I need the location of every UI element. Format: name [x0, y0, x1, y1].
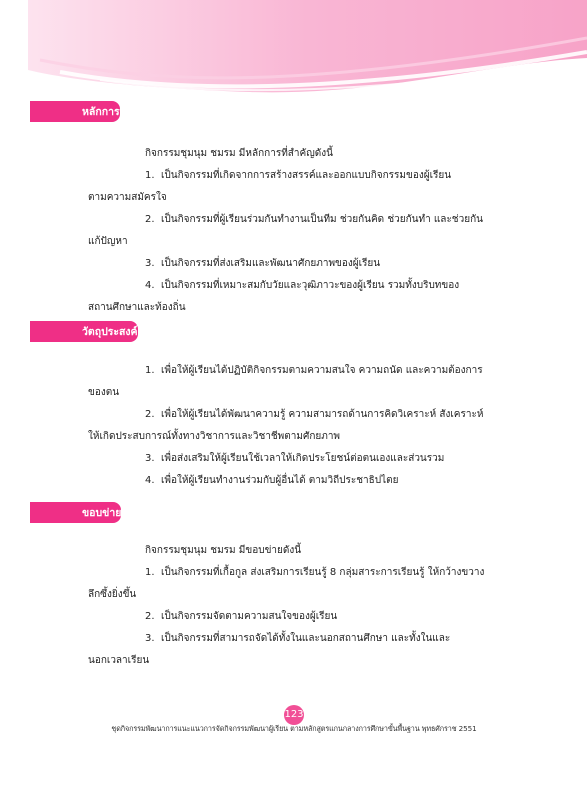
section-heading-scope	[30, 502, 121, 523]
list-item-continuation: ให้เกิดประสบการณ์ทั้งทางวิชาการและวิชาชีพตามศักยภาพ	[88, 431, 341, 442]
section-heading-label: วัตถุประสงค์	[82, 326, 138, 338]
list-item-continuation: ตามความสมัครใจ	[88, 192, 167, 203]
list-item: 1. เป็นกิจกรรมที่เกื้อกูล ส่งเสริมการเรียนรู้ 8 กลุ่มสาระการเรียนรู้ ให้กว้างขวาง	[145, 567, 485, 578]
list-item: 1. เพื่อให้ผู้เรียนได้ปฏิบัติกิจกรรมตามความสนใจ ความถนัด และความต้องการ	[145, 365, 483, 376]
list-item: 3. เพื่อส่งเสริมให้ผู้เรียนใช้เวลาให้เกิดประโยชน์ต่อตนเองและส่วนรวม	[145, 453, 445, 464]
list-item: 3. เป็นกิจกรรมที่ส่งเสริมและพัฒนาศักยภาพของผู้เรียน	[145, 258, 381, 269]
list-item: 2. เป็นกิจกรรมที่ผู้เรียนร่วมกันทำงานเป็นทีม ช่วยกันคิด ช่วยกันทำ และช่วยกัน	[145, 214, 483, 225]
list-item: 2. เป็นกิจกรรมจัดตามความสนใจของผู้เรียน	[145, 611, 338, 622]
list-item-continuation: ลึกซึ้งยิ่งขึ้น	[88, 589, 137, 600]
list-item: 1. เป็นกิจกรรมที่เกิดจากการสร้างสรรค์และออกแบบกิจกรรมของผู้เรียน	[145, 170, 452, 181]
list-item-continuation: แก้ปัญหา	[88, 236, 128, 247]
scope-content	[88, 540, 500, 672]
list-item-continuation: นอกเวลาเรียน	[88, 655, 150, 666]
principles-content	[88, 143, 500, 319]
list-item-continuation: สถานศึกษาและท้องถิ่น	[88, 302, 186, 313]
list-item: 2. เพื่อให้ผู้เรียนได้พัฒนาความรู้ ความสามารถด้านการคิดวิเคราะห์ สังเคราะห์	[145, 409, 484, 420]
list-item: 3. เป็นกิจกรรมที่สามารถจัดได้ทั้งในและนอกสถานศึกษา และทั้งในและ	[145, 633, 451, 644]
list-item: 4. เพื่อให้ผู้เรียนทำงานร่วมกับผู้อื่นได้ ตามวิถีประชาธิปไตย	[145, 475, 399, 486]
section-heading-objectives	[30, 321, 138, 342]
scope-intro: กิจกรรมชุมนุม ชมรม มีขอบข่ายดังนี้	[145, 545, 302, 556]
footer-title: ชุดกิจกรรมพัฒนาการแนะแนวการจัดกิจกรรมพัฒนาผู้เรียน ตามหลักสูตรแกนกลางการศึกษาขั้นพื้นฐาน พุทธศักราช 2551	[111, 724, 477, 733]
objectives-content	[88, 360, 500, 492]
list-item: 4. เป็นกิจกรรมที่เหมาะสมกับวัยและวุฒิภาวะของผู้เรียน รวมทั้งบริบทของ	[145, 280, 460, 291]
principles-intro: กิจกรรมชุมนุม ชมรม มีหลักการที่สำคัญดังนี้	[145, 148, 333, 159]
section-heading-label: ขอบข่าย	[82, 507, 122, 519]
page-number-badge: 123	[284, 705, 304, 725]
header-wave-decoration	[0, 0, 587, 98]
section-heading-label: หลักการ	[82, 106, 120, 118]
list-item-continuation: ของตน	[88, 387, 120, 398]
section-heading-principles	[30, 101, 120, 122]
